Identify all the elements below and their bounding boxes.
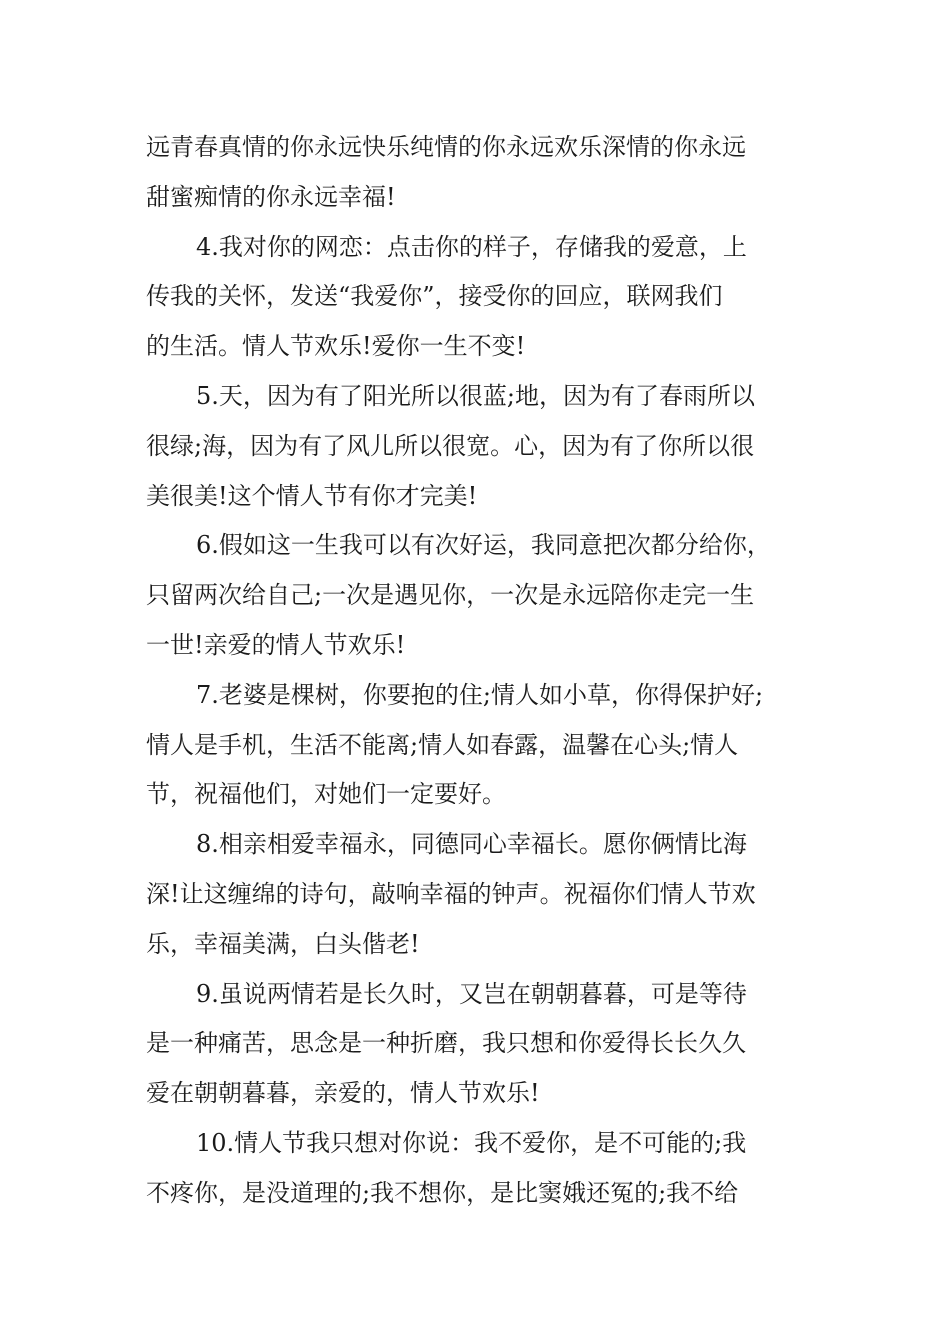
text-line: 美很美!这个情人节有你才完美! xyxy=(146,481,478,510)
paragraph-start-line: 7.老婆是棵树，你要抱的住;情人如小草，你得保护好; xyxy=(196,680,764,709)
text-line: 远青春真情的你永远快乐纯情的你永远欢乐深情的你永远 xyxy=(146,133,746,161)
paragraph-start-line: 6.假如这一生我可以有次好运，我同意把次都分给你， xyxy=(196,531,771,560)
text-line: 乐，幸福美满，白头偕老! xyxy=(146,929,420,958)
text-line: 很绿;海，因为有了风儿所以很宽。心，因为有了你所以很 xyxy=(146,431,755,460)
text-line: 不疼你，是没道理的;我不想你，是比窦娥还冤的;我不给 xyxy=(146,1178,739,1207)
paragraph-start-line: 10.情人节我只想对你说：我不爱你，是不可能的;我 xyxy=(196,1128,747,1157)
text-line: 传我的关怀，发送“我爱你”，接受你的回应，联网我们 xyxy=(146,282,723,311)
text-line: 一世!亲爱的情人节欢乐! xyxy=(146,630,406,659)
text-line: 只留两次给自己;一次是遇见你，一次是永远陪你走完一生 xyxy=(146,581,755,610)
text-line: 节，祝福他们，对她们一定要好。 xyxy=(146,780,506,809)
text-line: 爱在朝朝暮暮，亲爱的，情人节欢乐! xyxy=(146,1079,540,1108)
text-line: 深!让这缠绵的诗句，敲响幸福的钟声。祝福你们情人节欢 xyxy=(146,879,756,908)
text-line: 情人是手机，生活不能离;情人如春露，温馨在心头;情人 xyxy=(146,730,739,759)
paragraph-start-line: 8.相亲相爱幸福永，同德同心幸福长。愿你俩情比海 xyxy=(196,830,747,859)
paragraph-start-line: 9.虽说两情若是长久时，又岂在朝朝暮暮，可是等待 xyxy=(196,979,747,1008)
paragraph-start-line: 5.天，因为有了阳光所以很蓝;地，因为有了春雨所以 xyxy=(196,381,755,410)
body-text xyxy=(146,123,810,1219)
text-line: 甜蜜痴情的你永远幸福! xyxy=(146,182,396,211)
paragraph-start-line: 4.我对你的网恋：点击你的样子，存储我的爱意，上 xyxy=(196,232,747,261)
text-line: 的生活。情人节欢乐!爱你一生不变! xyxy=(146,332,526,361)
text-line: 是一种痛苦，思念是一种折磨，我只想和你爱得长长久久 xyxy=(146,1029,746,1058)
